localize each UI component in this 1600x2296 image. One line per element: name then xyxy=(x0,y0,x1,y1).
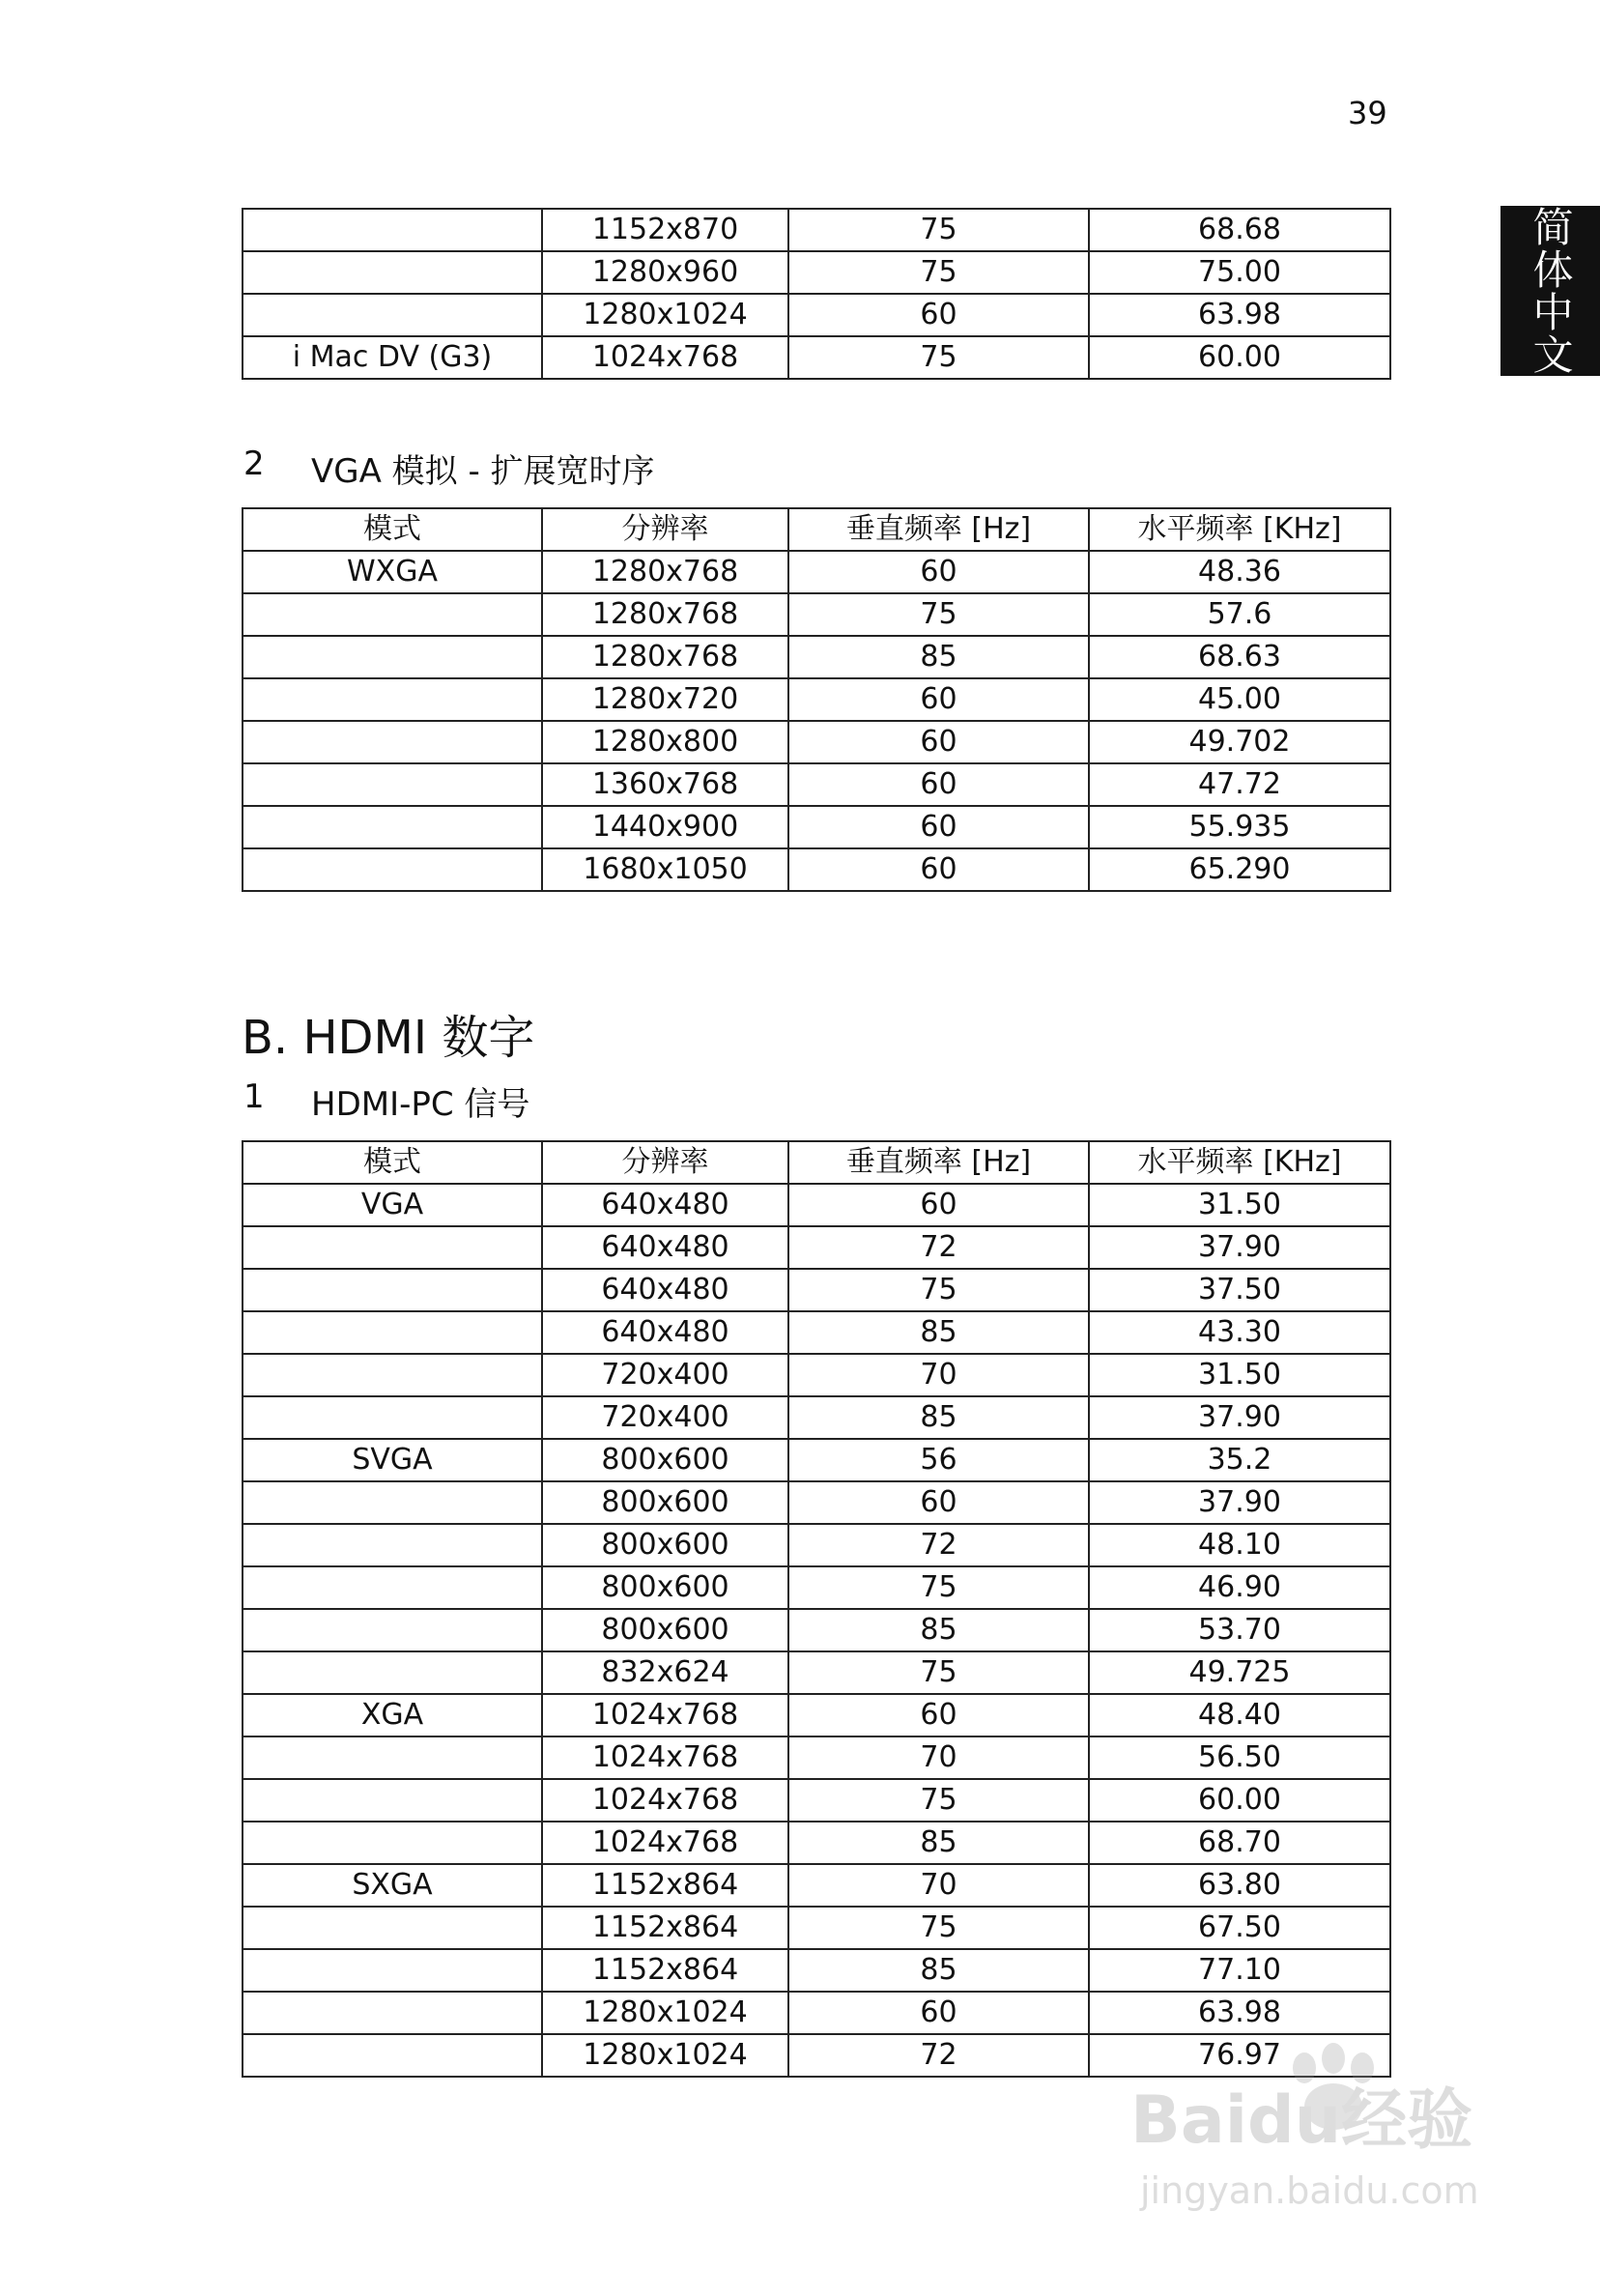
mode-cell xyxy=(243,636,542,678)
table-row xyxy=(243,1779,1390,1822)
resolution-cell: 1440x900 xyxy=(542,806,788,848)
vertical-frequency-cell: 60 xyxy=(788,1481,1089,1524)
resolution-header: 分辨率 xyxy=(542,1141,788,1184)
table-row xyxy=(243,1864,1390,1907)
resolution-cell: 1024x768 xyxy=(542,336,788,379)
continued-timing-table xyxy=(242,208,1391,380)
mode-cell xyxy=(243,678,542,721)
mode-cell xyxy=(243,251,542,294)
mode-cell: i Mac DV (G3) xyxy=(243,336,542,379)
horizontal-frequency-cell: 45.00 xyxy=(1089,678,1390,721)
table-row xyxy=(243,1439,1390,1481)
mode-header: 模式 xyxy=(243,508,542,551)
mode-cell xyxy=(243,1992,542,2034)
vertical-frequency-cell: 60 xyxy=(788,294,1089,336)
watermark-url: jingyan.baidu.com xyxy=(1140,2169,1479,2212)
section-number: 1 xyxy=(243,1077,265,1116)
resolution-cell: 1280x720 xyxy=(542,678,788,721)
resolution-cell: 800x600 xyxy=(542,1524,788,1566)
mode-cell xyxy=(243,1396,542,1439)
horizontal-frequency-cell: 37.90 xyxy=(1089,1226,1390,1269)
horizontal-frequency-cell: 53.70 xyxy=(1089,1609,1390,1651)
table-row xyxy=(243,763,1390,806)
mode-cell: SVGA xyxy=(243,1439,542,1481)
resolution-header: 分辨率 xyxy=(542,508,788,551)
resolution-cell: 1280x768 xyxy=(542,551,788,593)
vertical-frequency-cell: 60 xyxy=(788,721,1089,763)
horizontal-frequency-cell: 46.90 xyxy=(1089,1566,1390,1609)
table-row xyxy=(243,1184,1390,1226)
vertical-frequency-cell: 85 xyxy=(788,636,1089,678)
table-row xyxy=(243,1651,1390,1694)
vertical-frequency-cell: 85 xyxy=(788,1396,1089,1439)
horizontal-frequency-cell: 35.2 xyxy=(1089,1439,1390,1481)
mode-cell xyxy=(243,209,542,251)
mode-cell xyxy=(243,1736,542,1779)
table-row xyxy=(243,1736,1390,1779)
vertical-frequency-cell: 72 xyxy=(788,1226,1089,1269)
vertical-frequency-cell: 75 xyxy=(788,251,1089,294)
horizontal-frequency-cell: 43.30 xyxy=(1089,1311,1390,1354)
watermark-logo: Baidu经验 xyxy=(1130,2082,1473,2159)
vertical-frequency-header: 垂直频率 [Hz] xyxy=(788,1141,1089,1184)
horizontal-frequency-cell: 49.725 xyxy=(1089,1651,1390,1694)
resolution-cell: 800x600 xyxy=(542,1566,788,1609)
horizontal-frequency-cell: 31.50 xyxy=(1089,1354,1390,1396)
resolution-cell: 832x624 xyxy=(542,1651,788,1694)
mode-cell xyxy=(243,1822,542,1864)
horizontal-frequency-cell: 47.72 xyxy=(1089,763,1390,806)
mode-cell xyxy=(243,848,542,891)
mode-cell xyxy=(243,1354,542,1396)
resolution-cell: 1024x768 xyxy=(542,1736,788,1779)
language-side-tab: 简体中文 xyxy=(1500,206,1600,376)
section-title: HDMI-PC 信号 xyxy=(311,1085,530,1124)
table-row xyxy=(243,636,1390,678)
horizontal-frequency-cell: 57.6 xyxy=(1089,593,1390,636)
mode-cell xyxy=(243,1481,542,1524)
horizontal-frequency-cell: 63.80 xyxy=(1089,1864,1390,1907)
table-header-row xyxy=(243,508,1390,551)
table-row xyxy=(243,1992,1390,2034)
vertical-frequency-header: 垂直频率 [Hz] xyxy=(788,508,1089,551)
table-row xyxy=(243,294,1390,336)
horizontal-frequency-cell: 37.90 xyxy=(1089,1481,1390,1524)
resolution-cell: 1024x768 xyxy=(542,1822,788,1864)
vertical-frequency-cell: 75 xyxy=(788,1907,1089,1949)
vertical-frequency-cell: 60 xyxy=(788,1992,1089,2034)
table-row xyxy=(243,1524,1390,1566)
resolution-cell: 800x600 xyxy=(542,1481,788,1524)
table-row xyxy=(243,1226,1390,1269)
mode-cell xyxy=(243,1566,542,1609)
resolution-cell: 1152x864 xyxy=(542,1907,788,1949)
mode-cell xyxy=(243,1524,542,1566)
horizontal-frequency-header: 水平频率 [KHz] xyxy=(1089,508,1390,551)
resolution-cell: 1280x1024 xyxy=(542,1992,788,2034)
horizontal-frequency-cell: 63.98 xyxy=(1089,294,1390,336)
table-row xyxy=(243,1949,1390,1992)
horizontal-frequency-cell: 37.90 xyxy=(1089,1396,1390,1439)
table-row xyxy=(243,1269,1390,1311)
horizontal-frequency-cell: 68.70 xyxy=(1089,1822,1390,1864)
mode-cell xyxy=(243,2034,542,2077)
table-row xyxy=(243,593,1390,636)
section-number: 2 xyxy=(243,445,265,483)
resolution-cell: 640x480 xyxy=(542,1311,788,1354)
horizontal-frequency-cell: 60.00 xyxy=(1089,1779,1390,1822)
resolution-cell: 1280x1024 xyxy=(542,2034,788,2077)
resolution-cell: 1280x1024 xyxy=(542,294,788,336)
table-row xyxy=(243,251,1390,294)
vertical-frequency-cell: 60 xyxy=(788,1694,1089,1736)
vertical-frequency-cell: 70 xyxy=(788,1736,1089,1779)
vertical-frequency-cell: 75 xyxy=(788,1779,1089,1822)
horizontal-frequency-cell: 67.50 xyxy=(1089,1907,1390,1949)
vga-wide-timing-heading xyxy=(243,445,655,492)
vertical-frequency-cell: 70 xyxy=(788,1864,1089,1907)
table-row xyxy=(243,1609,1390,1651)
mode-cell xyxy=(243,1226,542,1269)
horizontal-frequency-cell: 76.97 xyxy=(1089,2034,1390,2077)
resolution-cell: 1360x768 xyxy=(542,763,788,806)
table-row xyxy=(243,1481,1390,1524)
mode-cell xyxy=(243,1311,542,1354)
horizontal-frequency-cell: 68.68 xyxy=(1089,209,1390,251)
table-row xyxy=(243,1694,1390,1736)
vertical-frequency-cell: 75 xyxy=(788,1566,1089,1609)
vertical-frequency-cell: 70 xyxy=(788,1354,1089,1396)
mode-cell: XGA xyxy=(243,1694,542,1736)
vertical-frequency-cell: 75 xyxy=(788,1269,1089,1311)
resolution-cell: 1280x768 xyxy=(542,636,788,678)
mode-cell xyxy=(243,1609,542,1651)
hdmi-digital-heading: B. HDMI 数字 xyxy=(242,1011,535,1065)
table-row xyxy=(243,721,1390,763)
horizontal-frequency-cell: 55.935 xyxy=(1089,806,1390,848)
mode-cell xyxy=(243,1779,542,1822)
vertical-frequency-cell: 72 xyxy=(788,1524,1089,1566)
horizontal-frequency-cell: 48.36 xyxy=(1089,551,1390,593)
table-row xyxy=(243,209,1390,251)
horizontal-frequency-cell: 68.63 xyxy=(1089,636,1390,678)
resolution-cell: 1280x800 xyxy=(542,721,788,763)
vertical-frequency-cell: 72 xyxy=(788,2034,1089,2077)
mode-header: 模式 xyxy=(243,1141,542,1184)
mode-cell xyxy=(243,806,542,848)
resolution-cell: 640x480 xyxy=(542,1269,788,1311)
resolution-cell: 1152x870 xyxy=(542,209,788,251)
mode-cell xyxy=(243,1907,542,1949)
vertical-frequency-cell: 85 xyxy=(788,1609,1089,1651)
horizontal-frequency-cell: 56.50 xyxy=(1089,1736,1390,1779)
horizontal-frequency-header: 水平频率 [KHz] xyxy=(1089,1141,1390,1184)
vertical-frequency-cell: 60 xyxy=(788,806,1089,848)
table-header-row xyxy=(243,1141,1390,1184)
horizontal-frequency-cell: 31.50 xyxy=(1089,1184,1390,1226)
vga-wide-timing-table xyxy=(242,507,1391,892)
vertical-frequency-cell: 75 xyxy=(788,1651,1089,1694)
horizontal-frequency-cell: 48.40 xyxy=(1089,1694,1390,1736)
mode-cell: VGA xyxy=(243,1184,542,1226)
horizontal-frequency-cell: 75.00 xyxy=(1089,251,1390,294)
resolution-cell: 720x400 xyxy=(542,1354,788,1396)
resolution-cell: 720x400 xyxy=(542,1396,788,1439)
table-row xyxy=(243,551,1390,593)
vertical-frequency-cell: 75 xyxy=(788,593,1089,636)
horizontal-frequency-cell: 49.702 xyxy=(1089,721,1390,763)
vertical-frequency-cell: 85 xyxy=(788,1822,1089,1864)
mode-cell xyxy=(243,294,542,336)
resolution-cell: 1152x864 xyxy=(542,1949,788,1992)
resolution-cell: 1280x768 xyxy=(542,593,788,636)
mode-cell xyxy=(243,1949,542,1992)
mode-cell xyxy=(243,593,542,636)
mode-cell xyxy=(243,763,542,806)
table-row xyxy=(243,678,1390,721)
mode-cell: SXGA xyxy=(243,1864,542,1907)
resolution-cell: 1280x960 xyxy=(542,251,788,294)
section-title: VGA 模拟 - 扩展宽时序 xyxy=(311,452,655,491)
table-row xyxy=(243,848,1390,891)
hdmi-pc-signal-heading xyxy=(243,1077,529,1125)
horizontal-frequency-cell: 65.290 xyxy=(1089,848,1390,891)
resolution-cell: 1024x768 xyxy=(542,1694,788,1736)
table-row xyxy=(243,1566,1390,1609)
table-row xyxy=(243,1907,1390,1949)
vertical-frequency-cell: 56 xyxy=(788,1439,1089,1481)
vertical-frequency-cell: 60 xyxy=(788,848,1089,891)
horizontal-frequency-cell: 60.00 xyxy=(1089,336,1390,379)
horizontal-frequency-cell: 37.50 xyxy=(1089,1269,1390,1311)
resolution-cell: 640x480 xyxy=(542,1184,788,1226)
mode-cell xyxy=(243,1269,542,1311)
table-row xyxy=(243,1396,1390,1439)
mode-cell xyxy=(243,1651,542,1694)
resolution-cell: 1024x768 xyxy=(542,1779,788,1822)
mode-cell xyxy=(243,721,542,763)
table-row xyxy=(243,806,1390,848)
resolution-cell: 1680x1050 xyxy=(542,848,788,891)
vertical-frequency-cell: 60 xyxy=(788,1184,1089,1226)
resolution-cell: 800x600 xyxy=(542,1609,788,1651)
vertical-frequency-cell: 85 xyxy=(788,1311,1089,1354)
table-row xyxy=(243,1354,1390,1396)
page-number: 39 xyxy=(1348,95,1387,131)
mode-cell: WXGA xyxy=(243,551,542,593)
vertical-frequency-cell: 85 xyxy=(788,1949,1089,1992)
table-row xyxy=(243,336,1390,379)
resolution-cell: 800x600 xyxy=(542,1439,788,1481)
horizontal-frequency-cell: 63.98 xyxy=(1089,1992,1390,2034)
baidu-watermark xyxy=(1130,2068,1517,2232)
vertical-frequency-cell: 75 xyxy=(788,336,1089,379)
vertical-frequency-cell: 60 xyxy=(788,763,1089,806)
horizontal-frequency-cell: 48.10 xyxy=(1089,1524,1390,1566)
table-row xyxy=(243,1311,1390,1354)
vertical-frequency-cell: 60 xyxy=(788,678,1089,721)
vertical-frequency-cell: 60 xyxy=(788,551,1089,593)
resolution-cell: 1152x864 xyxy=(542,1864,788,1907)
horizontal-frequency-cell: 77.10 xyxy=(1089,1949,1390,1992)
resolution-cell: 640x480 xyxy=(542,1226,788,1269)
hdmi-pc-signal-table xyxy=(242,1140,1391,2078)
table-row xyxy=(243,1822,1390,1864)
vertical-frequency-cell: 75 xyxy=(788,209,1089,251)
